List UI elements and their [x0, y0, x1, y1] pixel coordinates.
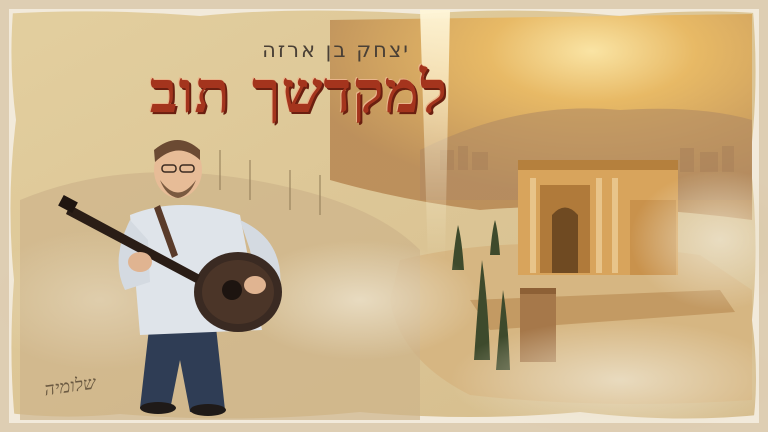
gate-tower-top [520, 288, 556, 294]
song-title: למקדשך תוב [149, 58, 448, 126]
artist-signature: שלומיה [42, 372, 98, 401]
artist-name: יצחק בן ארזה [262, 38, 410, 62]
